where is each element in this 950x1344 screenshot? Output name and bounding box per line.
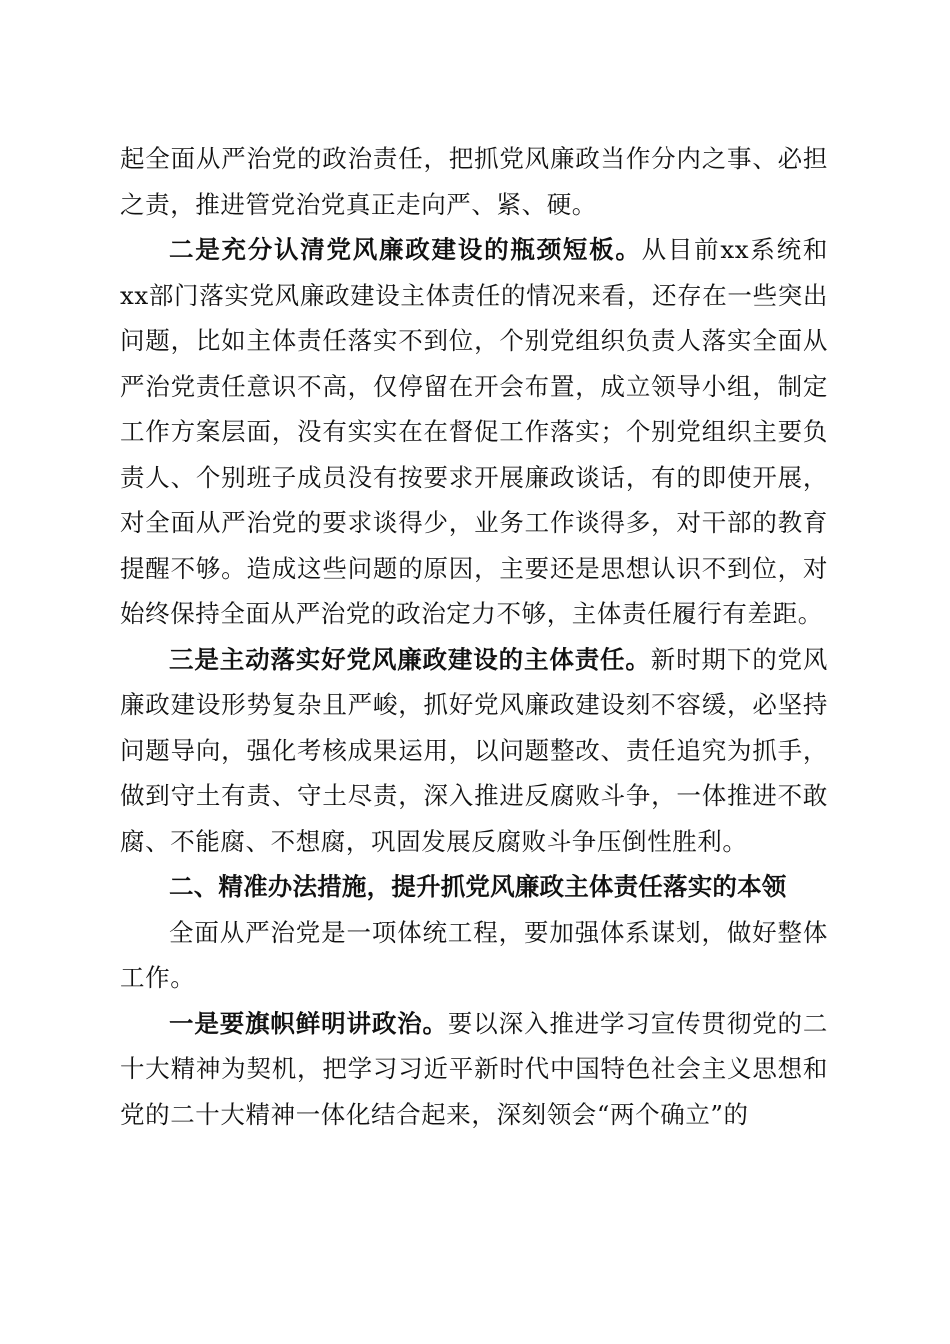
paragraph-politics bbox=[120, 1001, 828, 1138]
paragraph-body: 起全面从严治党的政治责任，把抓党风廉政当作分内之事、必担之责，推进管党治党真正走向严、紧、硬。 bbox=[120, 144, 828, 219]
paragraph-lead: 三是主动落实好党风廉政建设的主体责任。 bbox=[169, 644, 651, 674]
paragraph-responsibility bbox=[120, 637, 828, 865]
paragraph-bottleneck bbox=[120, 227, 828, 637]
document-page bbox=[120, 136, 828, 1137]
paragraph-lead: 一是要旗帜鲜明讲政治。 bbox=[169, 1008, 448, 1038]
section-heading: 二、精准办法措施，提升抓党风廉政主体责任落实的本领 bbox=[169, 872, 787, 901]
paragraph-lead: 二是充分认清党风廉政建设的瓶颈短板。 bbox=[169, 235, 642, 264]
paragraph-body: 要以深入推进学习宣传贯彻党的二十大精神为契机，把学习习近平新时代中国特色社会主义思想和党的二十大精神一体化结合起来，深刻领会“两个确立”的 bbox=[120, 1008, 828, 1129]
paragraph-continuation bbox=[120, 136, 828, 227]
section-intro: 全面从严治党是一项体统工程，要加强体系谋划，做好整体工作。 bbox=[120, 917, 828, 992]
paragraph-body: 从目前xx系统和xx部门落实党风廉政建设主体责任的情况来看，还存在一些突出问题，比如主体责任落实不到位，个别党组织负责人落实全面从严治党责任意识不高，仅停留在开会布置，成立领导小组，制定工作方案层面，没有实实在在督促工作落实；个别党组织主要负责人、个别班子成员没有按要求开展廉政谈话，有的即使开展，对全面从严治党的要求谈得少，业务工作谈得多，对干部的教育提醒不够。造成这些问题的原因，主要还是思想认识不到位，对始终保持全面从严治党的政治定力不够，主体责任履行有差距。 bbox=[120, 235, 828, 628]
paragraph-body: 新时期下的党风廉政建设形势复杂且严峻，抓好党风廉政建设刻不容缓，必坚持问题导向，强化考核成果运用，以问题整改、责任追究为抓手，做到守土有责、守土尽责，深入推进反腐败斗争，一体推进不敢腐、不能腐、不想腐，巩固发展反腐败斗争压倒性胜利。 bbox=[120, 644, 828, 856]
